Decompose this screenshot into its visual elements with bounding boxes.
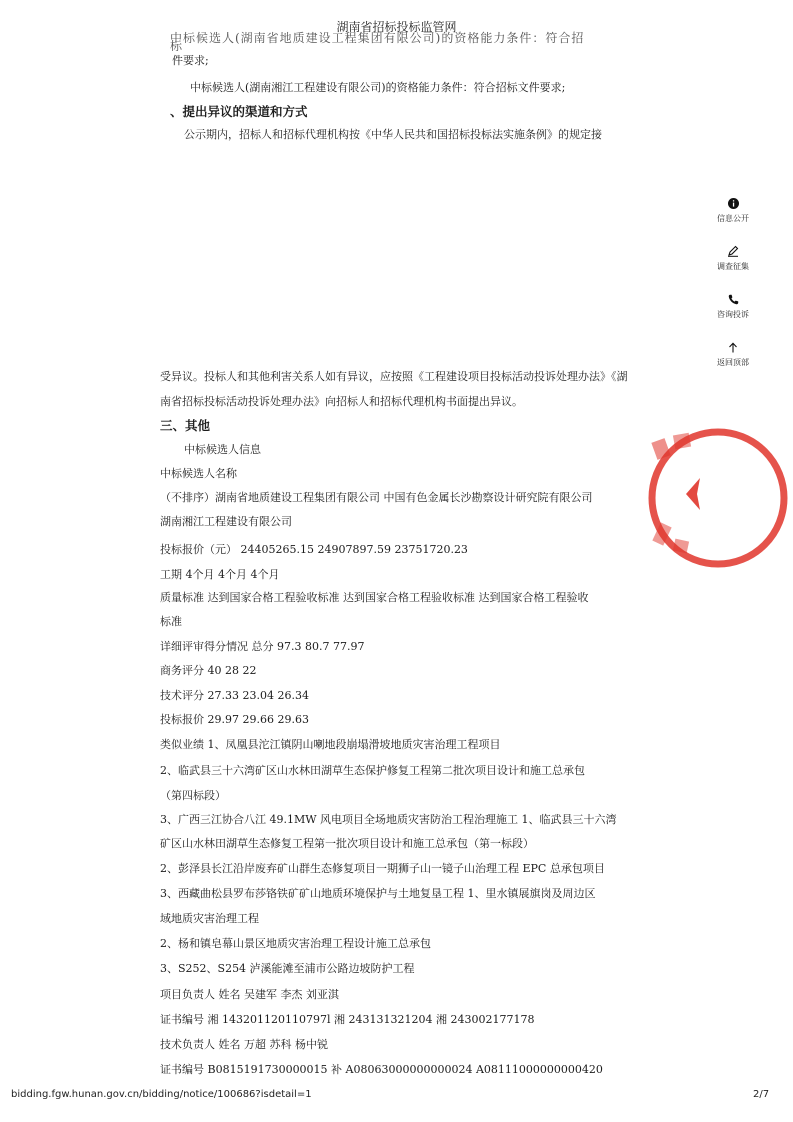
text-line: 工期 4个月 4个月 4个月 xyxy=(160,568,280,581)
arrow-up-icon xyxy=(726,340,740,354)
info-icon xyxy=(726,196,740,210)
text-line: 3、广西三江协合八江 49.1MW 风电项目全场地质灾害防治工程治理施工 1、临武县三十六湾 xyxy=(160,813,617,826)
text-line: 湖南湘江工程建设有限公司 xyxy=(160,515,292,528)
sidebar-item-back-to-top[interactable] xyxy=(705,340,761,388)
floating-sidebar xyxy=(705,196,761,388)
text-line: 投标报价（元） 24405265.15 24907897.59 23751720.23 xyxy=(160,543,468,556)
section-heading: 、提出异议的渠道和方式 xyxy=(170,104,308,119)
text-line: 2、杨和镇皂幕山景区地质灾害治理工程设计施工总承包 xyxy=(160,937,431,950)
text-line: 证书编号 湘 143201120110797l 湘 243131321204 湘 243002177178 xyxy=(160,1013,535,1026)
sidebar-item-survey[interactable] xyxy=(705,244,761,292)
text-line: 公示期内，招标人和招标代理机构按《中华人民共和国招标投标法实施条例》的规定接 xyxy=(184,128,602,141)
text-line: 详细评审得分情况 总分 97.3 80.7 77.97 xyxy=(160,640,365,653)
text-line: 项目负责人 姓名 吴建军 李杰 刘亚淇 xyxy=(160,988,339,1001)
text-line: 2、彭泽县长江沿岸废弃矿山群生态修复项目一期狮子山一镜子山治理工程 EPC 总承包项目 xyxy=(160,862,605,875)
site-title: 湖南省招标投标监管网 xyxy=(336,20,457,34)
clipped-text-line: 中标候选人(湖南省地质建设工程集团有限公司)的资格能力条件：符合招标 xyxy=(170,31,585,53)
footer-url: bidding.fgw.hunan.gov.cn/bidding/notice/100686?isdetail=1 xyxy=(11,1089,312,1100)
phone-icon xyxy=(726,292,740,306)
text-line: 件要求; xyxy=(172,54,209,67)
sidebar-item-info[interactable] xyxy=(705,196,761,244)
text-line: 3、西藏曲松县罗布莎铬铁矿矿山地质环境保护与土地复垦工程 1、里水镇展旗岗及周边区 xyxy=(160,887,596,900)
text-line: 中标候选人信息 xyxy=(184,443,261,456)
text-line: 矿区山水林田湖草生态修复工程第一批次项目设计和施工总承包（第一标段） xyxy=(160,837,534,850)
text-line: 技术评分 27.33 23.04 26.34 xyxy=(160,689,309,702)
text-line: （不排序）湖南省地质建设工程集团有限公司 中国有色金属长沙勘察设计研究院有限公司 xyxy=(160,491,593,504)
text-line: 技术负责人 姓名 万超 苏科 杨中锐 xyxy=(160,1038,328,1051)
text-line: 域地质灾害治理工程 xyxy=(160,912,259,925)
text-line: 2、临武县三十六湾矿区山水林田湖草生态保护修复工程第二批次项目设计和施工总承包 xyxy=(160,764,585,777)
sidebar-item-label: 返回顶部 xyxy=(717,358,749,367)
text-line: 标准 xyxy=(160,615,182,628)
text-line: 中标候选人(湖南湘江工程建设有限公司)的资格能力条件：符合招标文件要求; xyxy=(190,81,566,94)
sidebar-item-complaint[interactable] xyxy=(705,292,761,340)
text-line: 受异议。投标人和其他利害关系人如有异议，应按照《工程建设项目投标活动投诉处理办法》《湖 xyxy=(160,370,628,383)
sidebar-item-label: 调查征集 xyxy=(717,262,749,271)
sidebar-item-label: 咨询投诉 xyxy=(717,310,749,319)
text-line: 商务评分 40 28 22 xyxy=(160,664,257,677)
text-line: 中标候选人名称 xyxy=(160,467,237,480)
edit-pen-icon xyxy=(726,244,740,258)
text-line: 类似业绩 1、凤凰县沱江镇阴山喇地段崩塌滑坡地质灾害治理工程项目 xyxy=(160,738,501,751)
text-line: （第四标段） xyxy=(160,789,226,802)
text-line: 证书编号 B0815191730000015 补 A08063000000000024 A08111000000000420 xyxy=(160,1063,603,1076)
section-heading: 三、其他 xyxy=(160,418,211,433)
sidebar-item-label: 信息公开 xyxy=(717,214,749,223)
text-line: 投标报价 29.97 29.66 29.63 xyxy=(160,713,309,726)
page-number: 2/7 xyxy=(753,1089,770,1100)
text-line: 3、S252、S254 泸溪能滩至浦市公路边坡防护工程 xyxy=(160,962,415,975)
red-seal-stamp xyxy=(640,428,710,568)
text-line: 南省招标投标活动投诉处理办法》向招标人和招标代理机构书面提出异议。 xyxy=(160,395,523,408)
text-line: 质量标准 达到国家合格工程验收标准 达到国家合格工程验收标准 达到国家合格工程验收 xyxy=(160,591,589,604)
